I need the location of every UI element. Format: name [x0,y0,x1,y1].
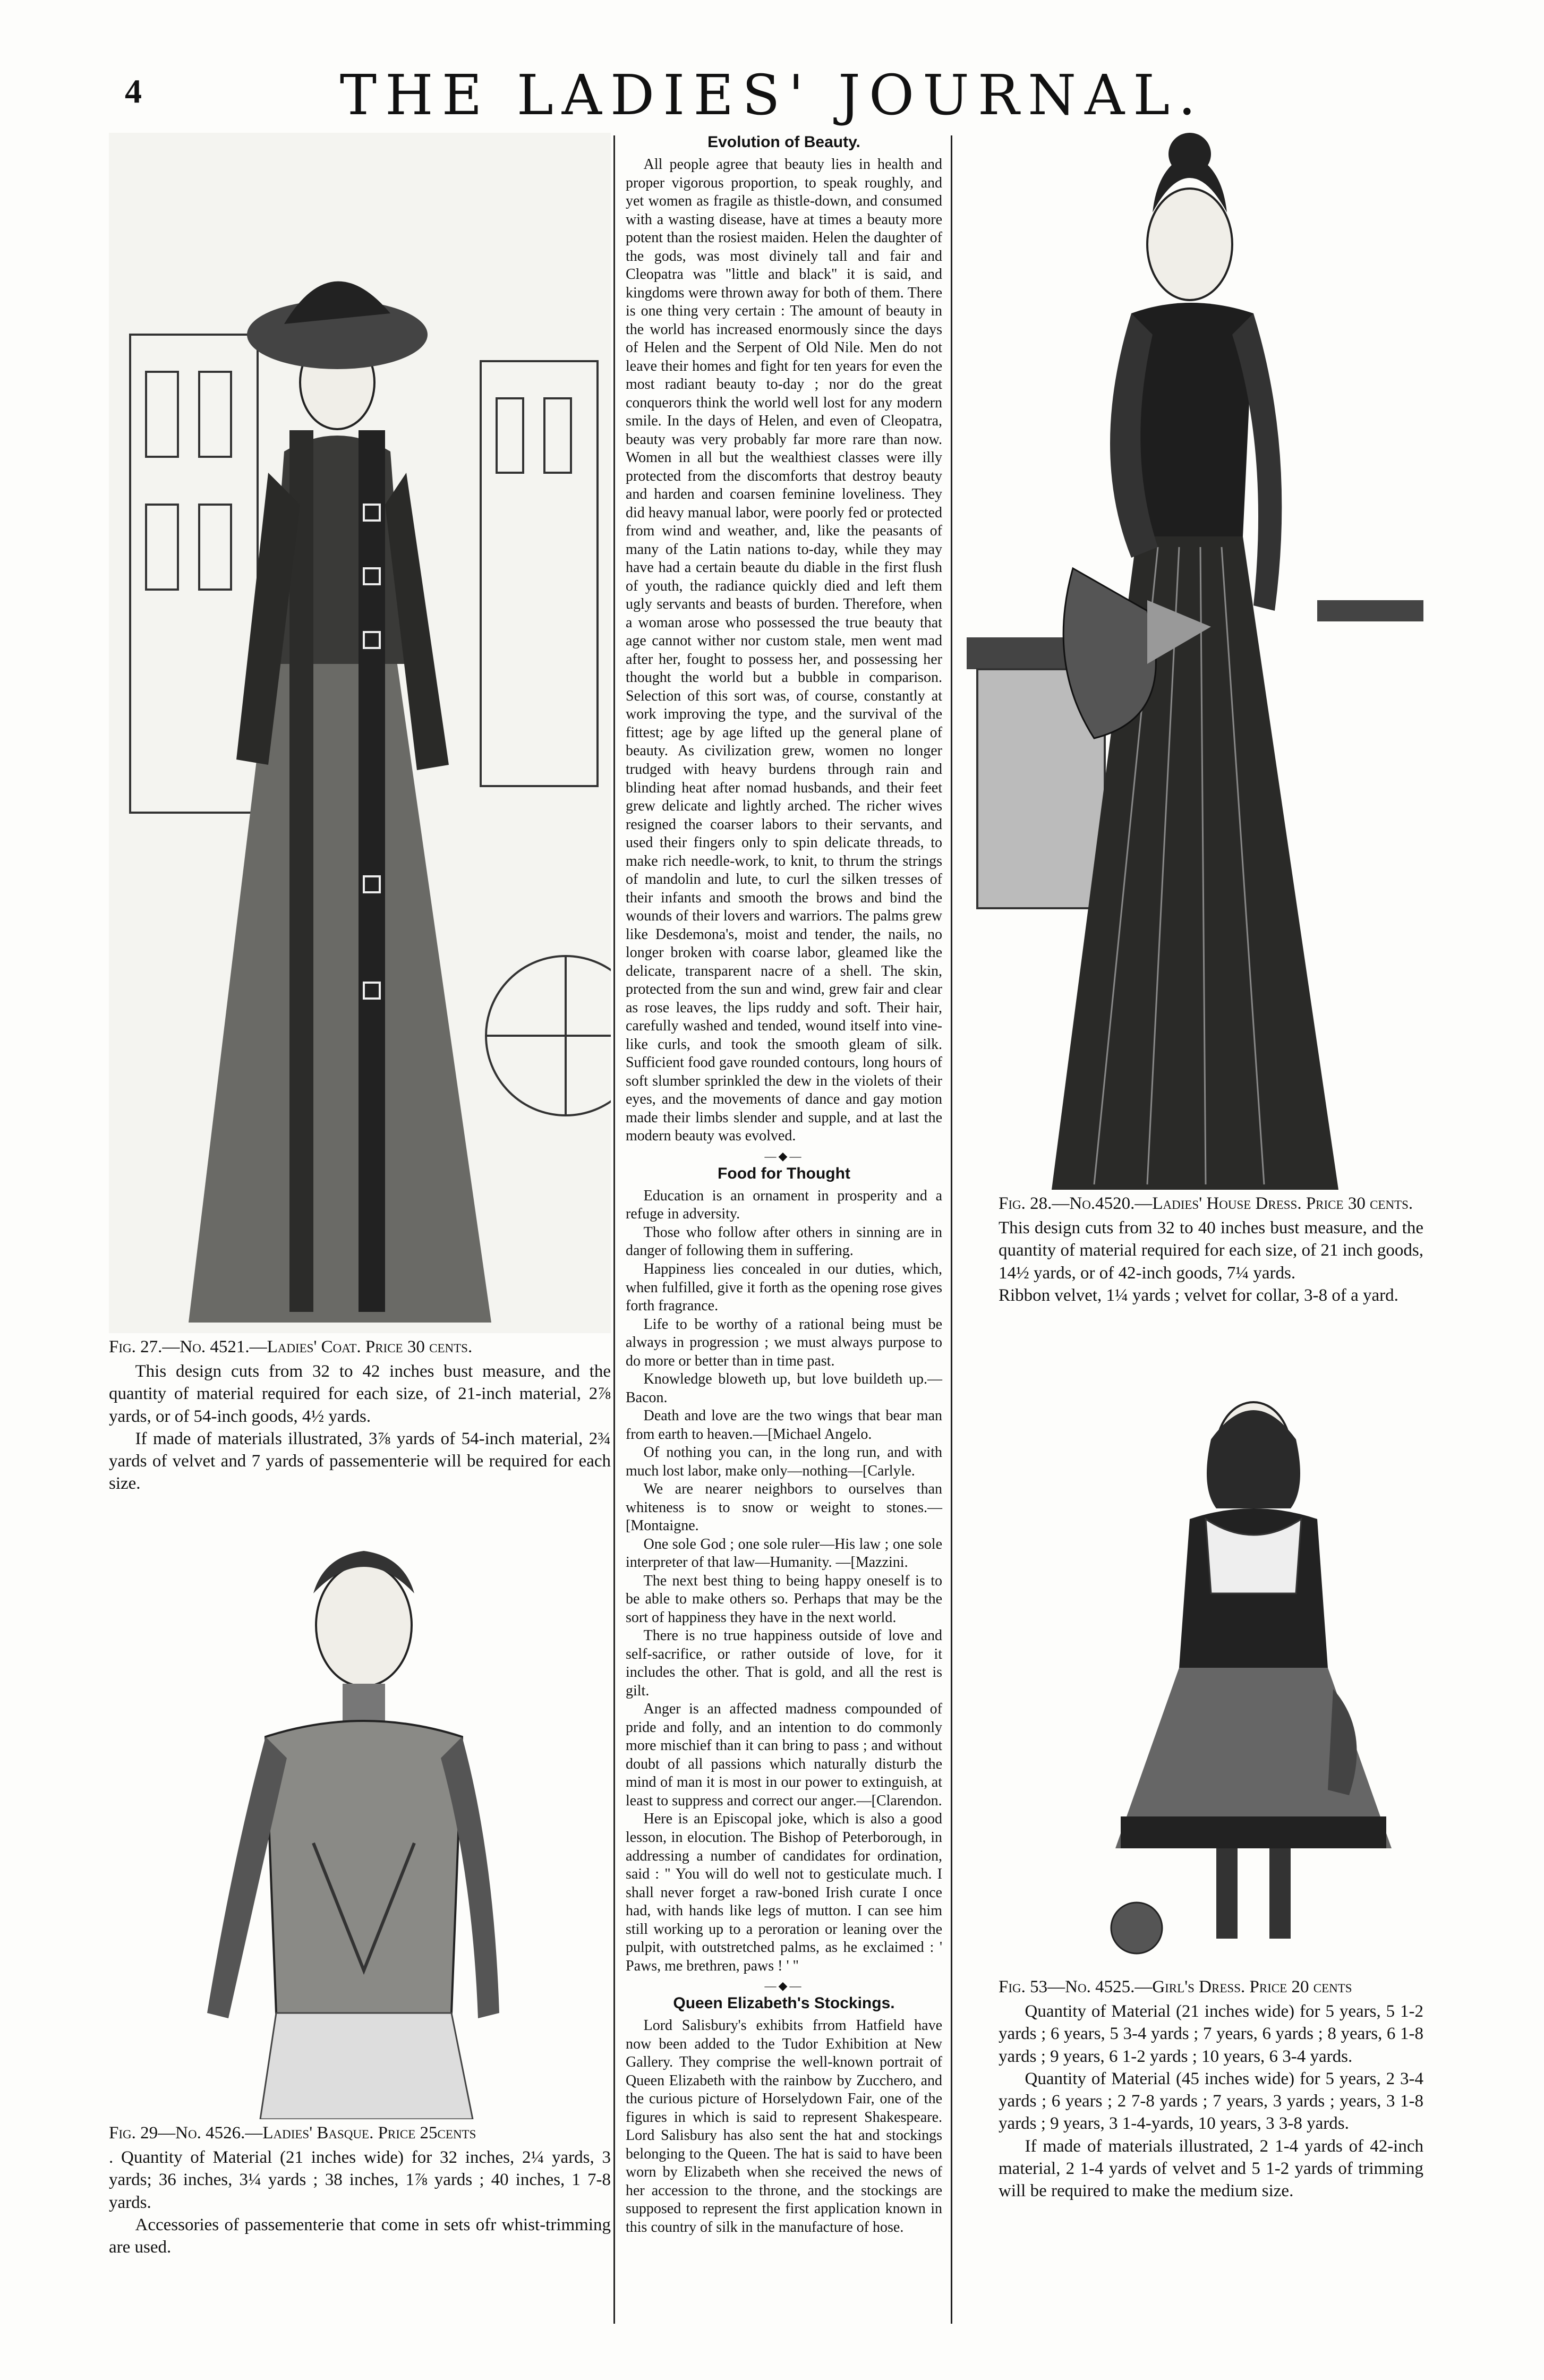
food-paragraph: There is no true happiness outside of love and self-sacrifice, or rather outside of love, for it includes the other. That is gold, and all the rest is gilt. [626,1627,942,1699]
food-paragraph: Knowledge bloweth up, but love buildeth up.—Bacon. [626,1371,942,1406]
food-paragraph: Those who follow after others in sinning are in danger of following them in suffering. [626,1224,942,1259]
fig27-caption-text-1: This design cuts from 32 to 42 inches bust measure, and the quantity of material required for each size, of 21-inch material, 2⅞ yards, or of 54-inch goods, 4½ yards. [109,1362,611,1426]
fig28-caption-text-2: Ribbon velvet, 1¼ yards ; velvet for collar, 3-8 of a yard. [999,1285,1398,1305]
fig28-caption [999,1192,1423,1307]
article-title-queen-elizabeths-stockings: Queen Elizabeth's Stockings. [673,1994,895,2012]
fig29-basque-illustration [154,1535,547,2119]
fig53-caption-heading: Fig. 53—No. 4525.—Girl's Dress. Price 20 cents [999,1977,1352,1997]
fig53-girls-dress-illustration [1084,1370,1423,1960]
article-title-evolution-of-beauty: Evolution of Beauty. [707,133,860,151]
fig29-caption-text-2: Accessories of passementerie that come in sets ofr whist-trimming are used. [109,2215,611,2257]
fig29-caption [109,2122,611,2258]
food-paragraph: The next best thing to being happy oneself is to be able to make others so. Perhaps that may be the sort of happiness they have in the next world. [626,1572,942,1626]
fig27-coat-illustration [109,133,611,1333]
page-number: 4 [125,72,142,110]
article-evolution-paragraph: All people agree that beauty lies in health and proper vigorous proportion, to speak roughly, and yet women as fragile as thistle-down, and consumed with a wasting disease, have at times a beauty more potent than the rosiest maiden. Helen the daughter of the gods, was most divinely tall and fair and Cleopatra was "little and black" it is said, and kingdoms were thrown away for both of them. There is one thing very certain : The amount of beauty in the world has increased enormously since the days of Helen and the Serpent of Old Nile. Men do not leave their homes and fight for ten years for even the most radiant beauty to-day ; nor do the great conquerors think the world well lost for any modern smile. In the days of Helen, and even of Cleopatra, beauty was very probably far more rare than now. Women in all but the wealthiest classes were illy protected from the discomforts that destroy beauty and harden and coarsen feminine loveliness. They did heavy manual labor, were poorly fed or protected from wind and weather, and, like the peasants of many of the Latin nations to-day, while they may have had a certain beaute du diable in the first flush of youth, the radiance quickly died and left them ugly servants and beasts of burden. Therefore, when a woman arose who possessed the true beauty that age cannot wither nor custom stale, men went mad after her, fought to possess her, and possessing her thought the world but a bubble in comparison. Selection of this sort was, of course, constantly at work improving the type, and the survival of the fittest; age by age lifted up the general plane of beauty. As civilization grew, women no longer trudged with heavy burdens through rain and blinding heat after nomad husbands, and their feet grew delicate and lightly arched. The richer wives resigned the coarser labors to their servants, and used their fingers only to spin delicate threads, to make rich needle-work, to knit, to thrum the strings of mandolin and lute, to curl the silken tresses of their infants and smooth the brows and bind the wounds of their lovers and warriors. The palms grew like Desdemona's, moist and tender, the nails, no longer broken with coarse labor, gleamed like the delicate, transparent nacre of a shell. The skin, protected from the sun and wind, grew fair and clear as rose leaves, the lips ruddy and soft. Their hair, carefully washed and tended, wound itself into vine-like curls, and took the smooth gleam of silk. Sufficient food gave rounded contours, long hours of soft slumber sprinkled the dew in the violets of their eyes, and the movements of dance and gay motion made their limbs slender and supple, and at last the modern beauty was evolved. [626,156,942,1145]
column-rule-right [951,135,952,2324]
fig53-caption [999,1976,1423,2202]
food-paragraph: We are nearer neighbors to ourselves than whiteness is to snow or weight to stones.—[Montaigne. [626,1481,942,1534]
fig28-caption-heading: Fig. 28.—No.4520.—Ladies' House Dress. Price 30 cents. [999,1194,1413,1213]
section-ornament: —◆— [764,1979,804,1993]
fig53-caption-text-3: If made of materials illustrated, 2 1-4 yards of 42-inch material, 2 1-4 yards of velvet and 5 1-2 yards of trimming will be required to make the medium size. [999,2136,1423,2201]
food-paragraph: Education is an ornament in prosperity and a refuge in adversity. [626,1187,942,1223]
fig28-house-dress-illustration [956,133,1423,1195]
food-paragraph: Death and love are the two wings that bear man from earth to heaven.—[Michael Angelo. [626,1407,942,1443]
fig29-caption-text-1: . Quantity of Material (21 inches wide) for 32 inches, 2¼ yards, 3 yards; 36 inches, 3¼ yards ; 38 inches, 1⅞ yards ; 40 inches, 1 7-8 yards. [109,2148,611,2212]
column-rule-left [613,135,615,2324]
middle-column [626,133,942,2326]
fig27-caption [109,1336,611,1495]
fig28-caption-text-1: This design cuts from 32 to 40 inches bust measure, and the quantity of material required for each size, of 21 inch goods, 14½ yards, or of 42-inch goods, 7¼ yards. [999,1218,1423,1283]
food-paragraph: One sole God ; one sole ruler—His law ; one sole interpreter of that law—Humanity. —[Mazzini. [626,1536,942,1571]
fig53-caption-text-2: Quantity of Material (45 inches wide) for 5 years, 2 3-4 yards ; 6 years ; 2 7-8 yards ; 7 years, 3 yards ; years, 3 1-8 yards ; 9 years, 3 1-4-yards, 10 years, 3 3-8 yards. [999,2069,1423,2134]
fig53-caption-text-1: Quantity of Material (21 inches wide) for 5 years, 5 1-2 yards ; 6 years, 5 3-4 yards ; 7 years, 6 yards ; 8 years, 6 1-8 yards ; 9 years, 6 1-2 yards ; 10 years, 6 3-4 yards. [999,2002,1423,2066]
article-title-food-for-thought: Food for Thought [718,1164,850,1182]
food-paragraph: Here is an Episcopal joke, which is also a good lesson, in elocution. The Bishop of Peterborough, in addressing a number of candidates for ordination, said : " You will do well not to gesticulate much. I shall never forget a raw-boned Irish curate I once had, with hands like legs of mutton. I can see him still working up to a peroration or leaning over the pulpit, with outstretched palms, as he exclaimed : ' Paws, me brethren, paws ! ' " [626,1811,942,1974]
fig29-caption-heading: Fig. 29—No. 4526.—Ladies' Basque. Price 25cents [109,2123,476,2143]
section-ornament: —◆— [764,1149,804,1163]
stockings-paragraph: Lord Salisbury's exhibits frrom Hatfield have now been added to the Tudor Exhibition at New Gallery. They comprise the well-known portrait of Queen Elizabeth with the rainbow by Zucchero, and the curious picture of Horselydown Fair, one of the figures in which is said to represent Shakespeare. Lord Salisbury has also sent the hat and stockings belonging to the Queen. The hat is said to have been worn by Elizabeth when she received the news of her accession to the throne, and the stockings are supposed to represent the first application known in this country of silk in the manufacture of hose. [626,2017,942,2236]
masthead: THE LADIES' JOURNAL. [339,63,1205,127]
fig27-caption-text-2: If made of materials illustrated, 3⅞ yards of 54-inch material, 2¾ yards of velvet and 7 yards of passementerie will be required for each size. [109,1429,611,1494]
fig27-caption-heading: Fig. 27.—No. 4521.—Ladies' Coat. Price 30 cents. [109,1337,473,1357]
food-paragraph: Anger is an affected madness compounded of pride and folly, and an intention to do commonly more mischief than it can bring to pass ; and without doubt of all passions which naturally disturb the mind of man it is most in our power to extinguish, at least to suppress and correct our anger.—[Clarendon. [626,1701,942,1809]
food-paragraph: Life to be worthy of a rational being must be always in progression ; we must always purpose to do more or better than in time past. [626,1316,942,1369]
food-paragraph: Of nothing you can, in the long run, and with much lost labor, make only—nothing—[Carlyle. [626,1444,942,1479]
food-paragraph: Happiness lies concealed in our duties, which, when fulfilled, give it forth as the opening rose gives forth fragrance. [626,1261,942,1315]
